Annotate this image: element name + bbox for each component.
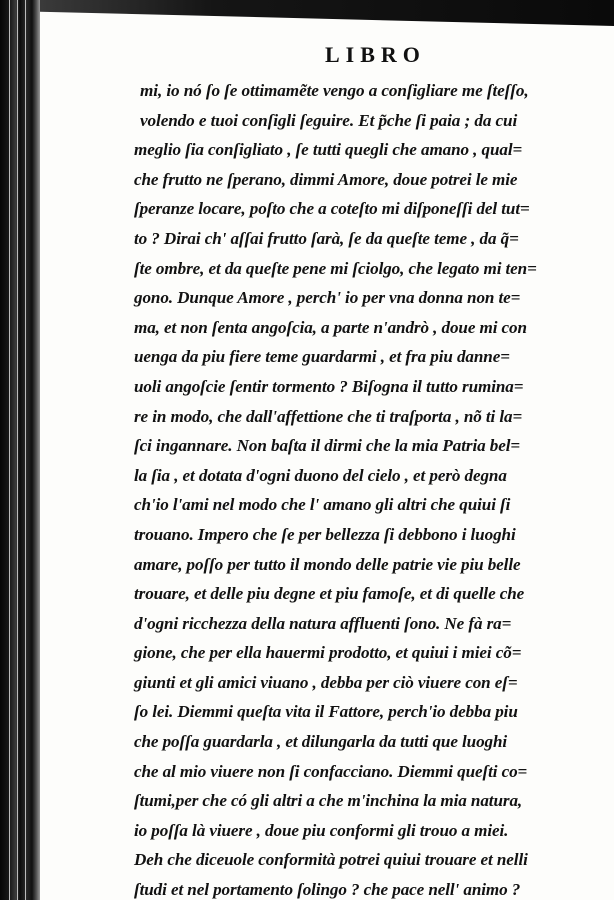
text-line: ſtumi,per che có gli altri a che m'inchina la mia natura, (134, 791, 523, 811)
page-content (40, 0, 614, 900)
text-line: gione, che per ella hauermi prodotto, et quiui i miei cõ= (134, 643, 522, 663)
text-line: ſperanze locare, poſto che a coteſto mi diſponeſſi del tut= (134, 199, 530, 219)
text-line: ma, et non ſenta angoſcia, a parte n'andrò , doue mi con (134, 317, 527, 337)
text-line: che al mio viuere non ſi confacciano. Diemmi queſti co= (134, 761, 528, 781)
text-line: gono. Dunque Amore , perch' io per vna donna non te= (134, 288, 521, 308)
text-line: ſte ombre, et da queſte pene mi ſciolgo, che legato mi ten= (134, 258, 537, 278)
text-line: meglio ſia conſigliato , ſe tutti quegli che amano , qual= (134, 140, 523, 160)
text-line: che poſſa guardarla , et dilungarla da tutti que luoghi (134, 732, 508, 752)
running-head: LIBRO (325, 42, 426, 67)
book-binding (0, 0, 40, 900)
text-line: ſci ingannare. Non baſta il dirmi che la mia Patria bel= (134, 436, 521, 456)
text-line: to ? Dirai ch' aſſai frutto ſarà, ſe da queſte teme , da q̃= (134, 228, 519, 248)
text-line: amare, poſſo per tutto il mondo delle patrie vie piu belle (134, 554, 521, 574)
text-line: uenga da piu fiere teme guardarmi , et fra piu danne= (134, 347, 510, 367)
text-line: la ſia , et dotata d'ogni duono del cielo , et però degna (134, 465, 507, 485)
text-line: mi, io nó ſo ſe ottimamẽte vengo a conſigliare me ſteſſo, (140, 81, 529, 100)
text-line: che frutto ne ſperano, dimmi Amore, doue potrei le mie (134, 169, 518, 189)
text-line: trouare, et delle piu degne et piu famoſe, et di quelle che (134, 584, 525, 604)
text-line: Deh che diceuole conformità potrei quiui trouare et nelli (134, 850, 528, 870)
text-line: ch'io l'ami nel modo che l' amano gli altri che quiui ſi (134, 495, 511, 515)
text-line: uoli angoſcie ſentir tormento ? Biſogna il tutto rumina= (134, 376, 524, 396)
text-line: ſtudi et nel portamento ſolingo ? che pace nell' animo ? (134, 880, 521, 900)
binding-edge-line (17, 0, 18, 900)
text-line: d'ogni ricchezza della natura affluenti ſono. Ne fà ra= (134, 613, 512, 633)
text-line: io poſſa là viuere , doue piu conformi gli trouo a miei. (134, 820, 509, 840)
text-line: trouano. Impero che ſe per bellezza ſi debbono i luoghi (134, 524, 516, 544)
binding-edge-line (9, 0, 10, 900)
text-line: volendo e tuoi conſigli ſeguire. Et p̃che ſi paia ; da cui (140, 110, 518, 130)
binding-edge-line (25, 0, 26, 900)
text-line: ſo lei. Diemmi queſta vita il Fattore, perch'io debba piu (134, 702, 518, 722)
text-block (134, 76, 608, 905)
text-line: re in modo, che dall'affettione che ti traſporta , nõ ti la= (134, 406, 523, 426)
text-line: giunti et gli amici viuano , debba per ciò viuere con eſ= (134, 672, 518, 692)
